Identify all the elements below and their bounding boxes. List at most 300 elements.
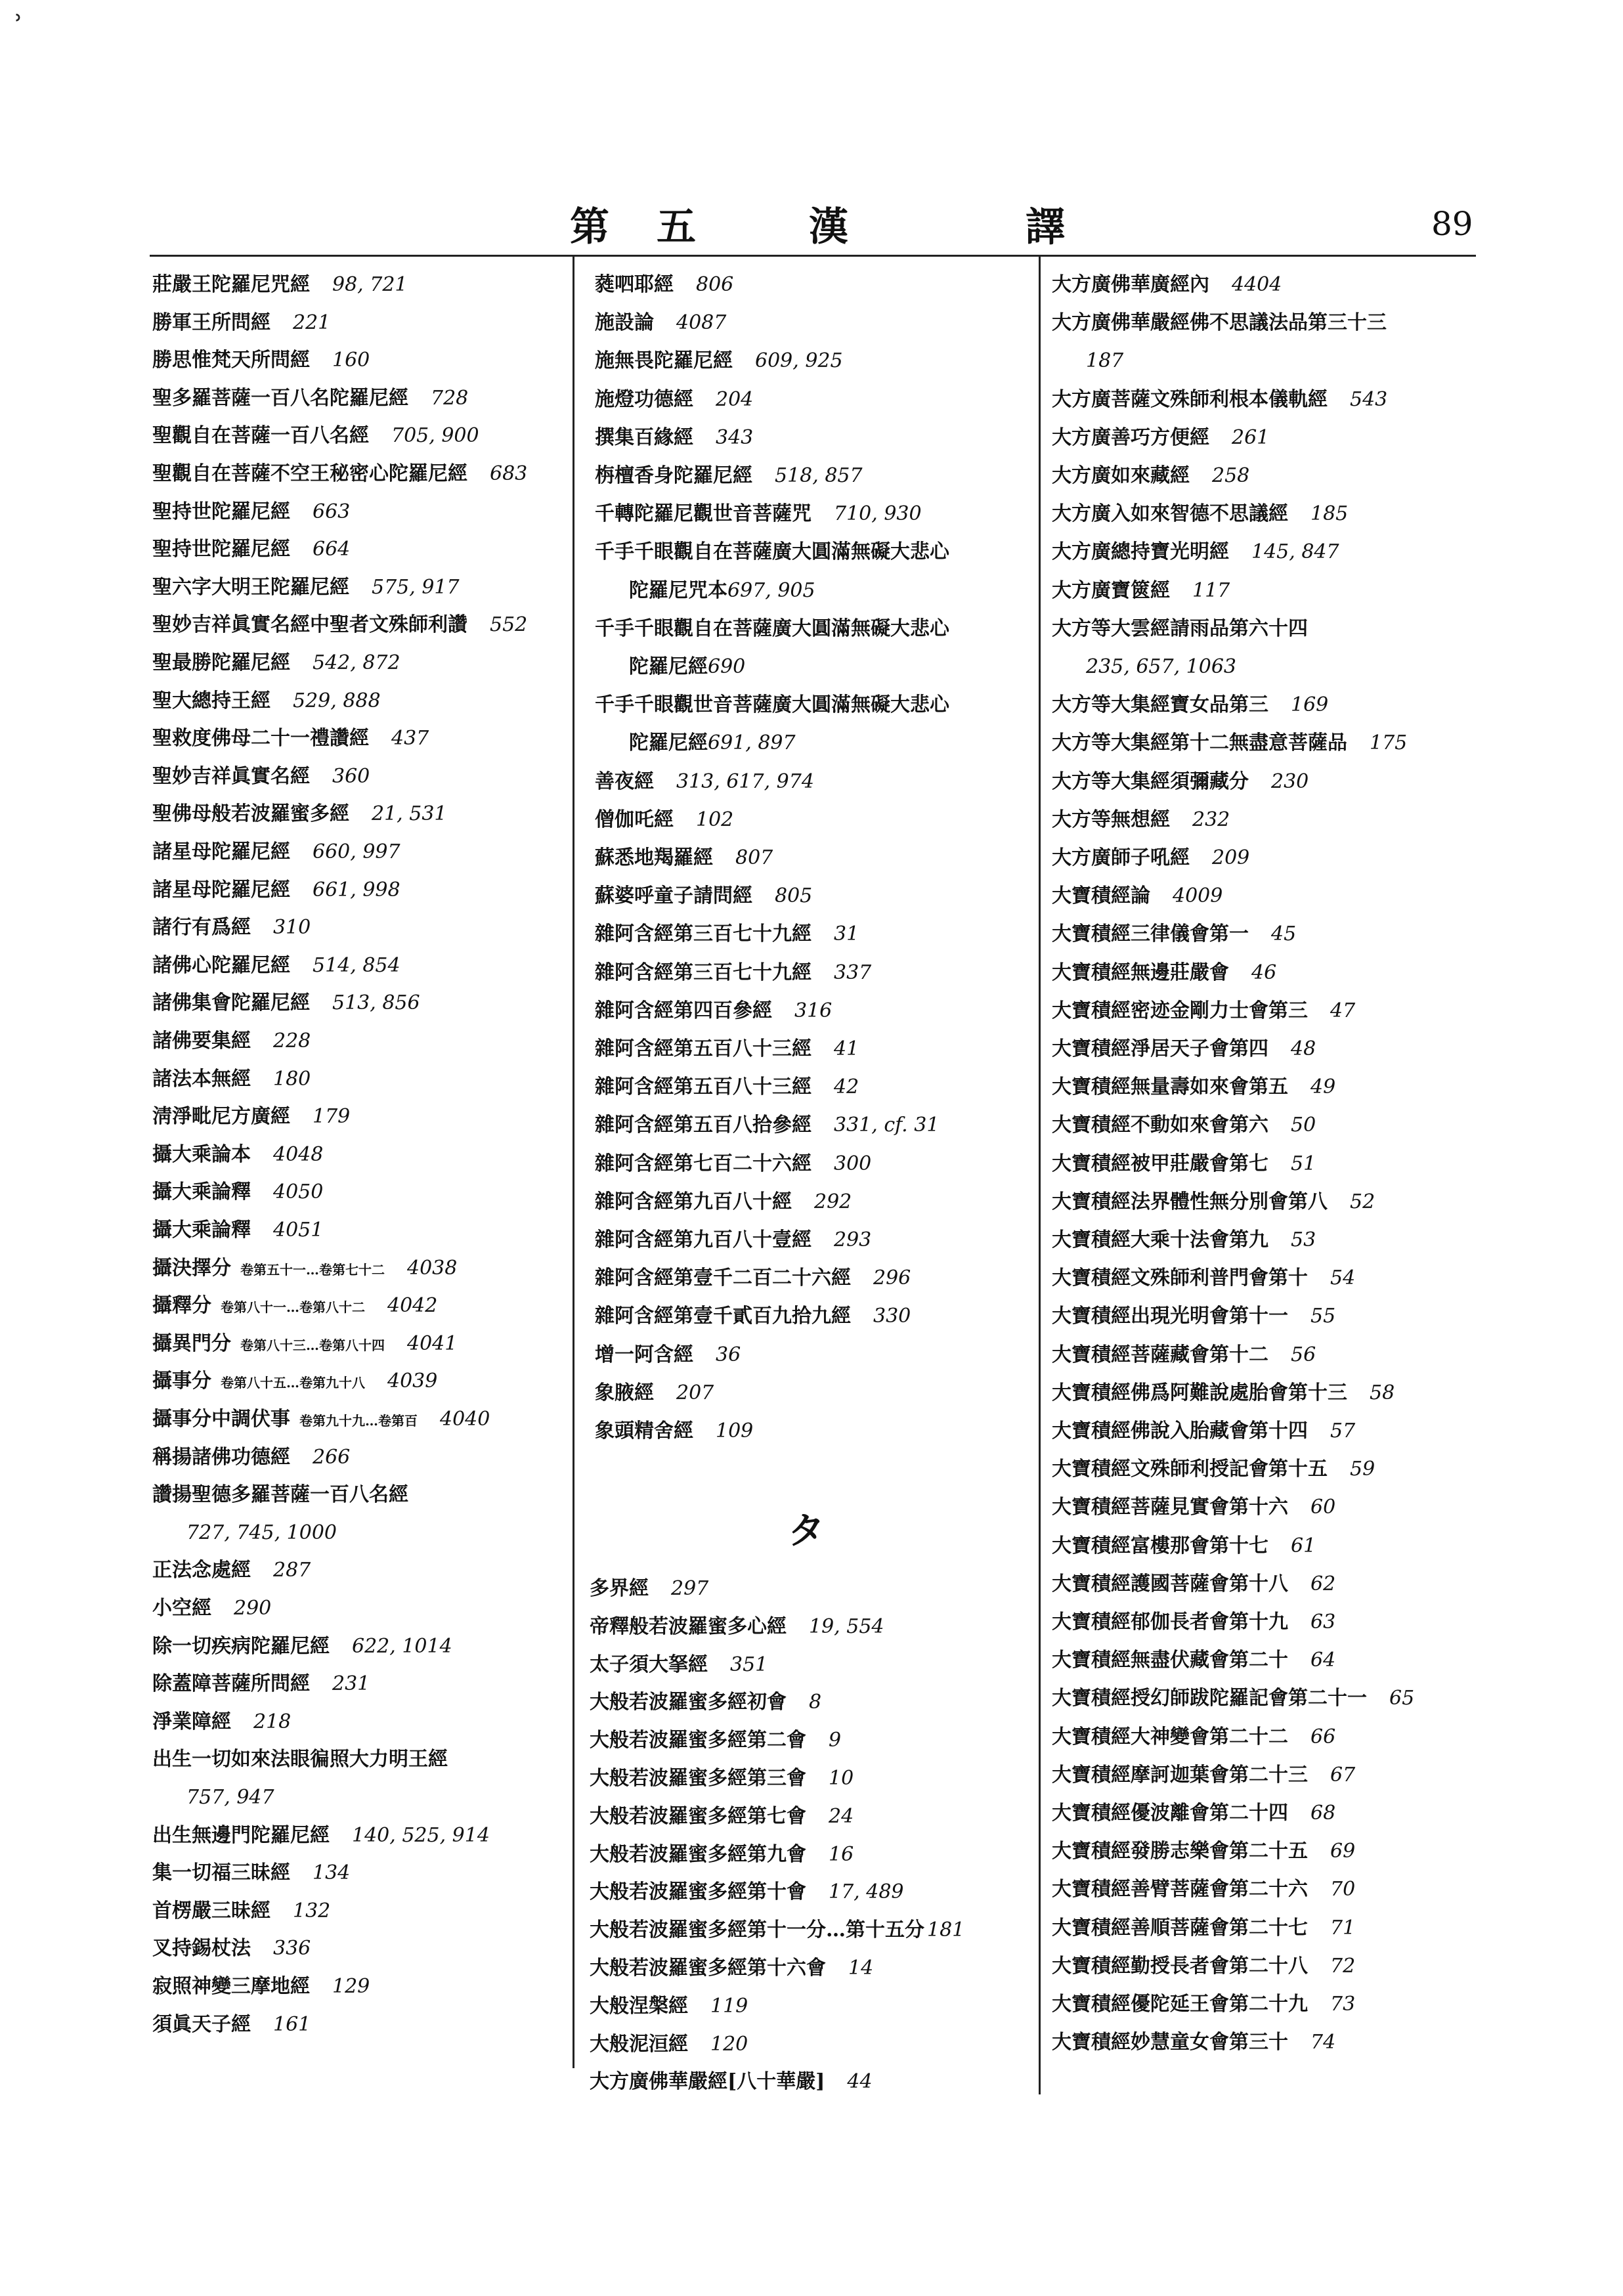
entry-title: 千轉陀羅尼觀世音菩薩咒: [595, 502, 812, 526]
page-header: [0, 0, 1623, 263]
entry-page-refs: 24: [829, 1804, 854, 1828]
entry-title: 施燈功德經: [595, 387, 693, 411]
entry-title: 攝異門分: [152, 1332, 231, 1355]
index-entry: [152, 573, 460, 602]
entry-title: 蘇婆呼童子請問經: [595, 884, 752, 908]
entry-page-refs: 552: [490, 613, 528, 637]
entry-title: 大寶積經論: [1052, 884, 1150, 908]
entry-page-refs: 68: [1310, 1802, 1336, 1825]
entry-page-refs: 145, 847: [1251, 540, 1339, 564]
index-entry: [152, 951, 400, 980]
index-entry: [595, 653, 745, 682]
index-entry: [152, 876, 400, 905]
index-entry: [152, 913, 311, 942]
entry-title: 大寶積經佛爲阿難說處胎會第十三: [1052, 1381, 1347, 1404]
entry-title: 陀羅尼經: [629, 731, 708, 755]
entry-page-refs: 514, 854: [313, 953, 400, 977]
entry-title: 大方廣總持寶光明經: [1052, 540, 1229, 564]
index-entry: [152, 1405, 490, 1434]
entry-title: 大方等無想經: [1052, 808, 1170, 831]
index-entry: [595, 729, 796, 758]
index-entry: [152, 1783, 274, 1812]
index-entry: [595, 1035, 859, 1064]
entry-title: 大般涅槃經: [590, 1994, 688, 2018]
entry-page-refs: 4404: [1232, 273, 1282, 296]
entry-page-refs: 513, 856: [332, 991, 420, 1015]
index-entry: [1052, 615, 1330, 643]
index-entry: [152, 460, 527, 488]
entry-title: 大寶積經三律儀會第一: [1052, 922, 1249, 946]
entry-title: 聖最勝陀羅尼經: [152, 651, 290, 674]
entry-page-refs: 806: [696, 273, 734, 296]
entry-title: 出生無邊門陀羅尼經: [152, 1823, 330, 1847]
index-entry: [152, 1708, 291, 1737]
index-entry: [1052, 1990, 1355, 2019]
entry-title: 大方廣佛華嚴經佛不思議法品第三十三: [1052, 311, 1387, 335]
entry-page-refs: 4009: [1173, 884, 1223, 908]
index-entry: [152, 384, 468, 413]
entry-page-refs: 160: [332, 349, 370, 372]
index-entry: [152, 1065, 311, 1094]
index-entry: [590, 2030, 748, 2059]
entry-title: 大寶積經發勝志樂會第二十五: [1052, 1840, 1308, 1863]
entry-title: 撰集百緣經: [595, 425, 693, 449]
entry-title: 大方等大集經須彌藏分: [1052, 769, 1249, 793]
index-entry: [1052, 1914, 1355, 1943]
entry-title: 大方等大集經第十二無盡意菩薩品: [1052, 731, 1347, 755]
entry-title: 除蓋障菩薩所問經: [152, 1672, 310, 1696]
index-entry: [595, 1302, 911, 1331]
entry-page-refs: 55: [1310, 1305, 1336, 1328]
index-entry: [152, 1254, 457, 1283]
index-entry: [595, 385, 753, 414]
entry-page-refs: 691, 897: [708, 731, 796, 755]
index-entry: [1052, 271, 1282, 299]
entry-page-refs: 235, 657, 1063: [1086, 655, 1237, 678]
entry-page-refs: 42: [834, 1075, 859, 1099]
index-entry: [1052, 423, 1269, 452]
entry-title: 大寶積經優波離會第二十四: [1052, 1802, 1288, 1825]
entry-page-refs: 161: [273, 2012, 311, 2036]
entry-page-refs: 609, 925: [755, 349, 843, 373]
entry-title: 雜阿含經第五百八十三經: [595, 1075, 812, 1099]
entry-page-refs: 209: [1212, 846, 1250, 869]
entry-title: 大般泥洹經: [590, 2032, 688, 2056]
entry-title: 雜阿含經第三百七十九經: [595, 961, 812, 984]
entry-page-refs: 19, 554: [809, 1614, 884, 1638]
index-entry: [1052, 959, 1276, 987]
corner-mark: ʾ: [14, 9, 24, 43]
index-entry: [152, 1897, 330, 1926]
entry-title: 首楞嚴三昧經: [152, 1899, 270, 1922]
entry-page-refs: 297: [671, 1577, 709, 1600]
index-entry: [152, 687, 381, 716]
index-entry: [152, 498, 350, 527]
entry-title: 勝思惟梵天所問經: [152, 349, 310, 372]
index-entry: [595, 347, 843, 376]
index-entry: [595, 768, 814, 796]
entry-page-refs: 14: [848, 1957, 874, 1980]
entry-page-refs: 16: [829, 1842, 854, 1866]
entry-title: 勝軍王所問經: [152, 311, 270, 334]
entry-page-refs: 71: [1330, 1916, 1356, 1939]
entry-page-refs: 109: [716, 1419, 754, 1442]
entry-title: 大寶積經無邊莊嚴會: [1052, 961, 1229, 984]
index-entry: [595, 806, 733, 834]
index-entry: [595, 959, 871, 987]
entry-title: 大寶積經出現光明會第十一: [1052, 1305, 1288, 1328]
index-entry: [152, 1330, 457, 1358]
entry-page-refs: 53: [1291, 1228, 1316, 1251]
entry-page-refs: 179: [313, 1105, 351, 1129]
column-divider-1: [573, 256, 574, 2068]
entry-page-refs: 290: [234, 1597, 272, 1620]
entry-title: 諸星母陀羅尼經: [152, 840, 290, 863]
entry-page-refs: 230: [1271, 769, 1309, 793]
entry-page-refs: 41: [834, 1037, 859, 1060]
index-entry: [1052, 1837, 1355, 1866]
entry-title: 須眞天子經: [152, 2012, 251, 2036]
index-entry: [595, 1111, 939, 1140]
entry-page-refs: 757, 947: [186, 1786, 274, 1809]
entry-title: 千手千眼觀自在菩薩廣大圓滿無礙大悲心: [595, 617, 949, 640]
index-entry: [1052, 768, 1309, 796]
index-entry: [1052, 1455, 1375, 1484]
entry-title: 攝決擇分: [152, 1256, 231, 1280]
header-rule: [150, 255, 1476, 257]
index-entry: [152, 1556, 311, 1585]
index-entry: [1052, 1111, 1316, 1140]
index-entry: [595, 1150, 871, 1179]
entry-page-refs: 49: [1310, 1075, 1336, 1099]
index-entry: [152, 1594, 271, 1623]
entry-page-refs: 98, 721: [332, 273, 408, 296]
index-entry: [152, 1027, 311, 1056]
entry-page-refs: 351: [730, 1653, 768, 1676]
entry-page-refs: 21, 531: [372, 802, 447, 826]
entry-page-refs: 169: [1291, 693, 1329, 717]
index-entry: [152, 1216, 323, 1245]
index-entry: [152, 1821, 490, 1850]
entry-title: 雜阿含經第四百參經: [595, 999, 772, 1022]
entry-title: 攝大乘論釋: [152, 1180, 251, 1204]
entry-page-refs: 437: [391, 727, 429, 750]
entry-title: 大寶積經摩訶迦葉會第二十三: [1052, 1763, 1308, 1787]
entry-title: 大般若波羅蜜多經第十六會: [590, 1957, 826, 1980]
entry-title: 大般若波羅蜜多經第九會: [590, 1842, 806, 1866]
entry-page-refs: 300: [834, 1152, 872, 1175]
entry-title: 稱揚諸佛功德經: [152, 1445, 290, 1469]
index-entry: [590, 1764, 854, 1793]
entry-page-refs: 134: [313, 1861, 351, 1885]
entry-page-refs: 50: [1291, 1114, 1316, 1137]
index-entry: [1052, 1035, 1316, 1064]
entry-page-refs: 10: [829, 1767, 854, 1790]
entry-title: 攝釋分: [152, 1294, 211, 1318]
entry-title: 雜阿含經第壹千貳百九拾九經: [595, 1305, 851, 1328]
entry-page-refs: 710, 930: [834, 502, 922, 526]
index-entry: [152, 611, 527, 639]
entry-title: 大寶積經富樓那會第十七: [1052, 1534, 1268, 1557]
index-entry: [595, 576, 815, 605]
index-entry: [1052, 1150, 1316, 1179]
entry-page-refs: 664: [313, 538, 351, 561]
entry-page-refs: 45: [1271, 922, 1297, 946]
entry-title: 多界經: [590, 1577, 649, 1600]
index-entry: [1052, 1188, 1375, 1217]
entry-title: 大寶積經文殊師利普門會第十: [1052, 1267, 1308, 1290]
index-entry: [1052, 1799, 1335, 1828]
entry-page-refs: 47: [1330, 999, 1356, 1022]
entry-title: 諸佛心陀羅尼經: [152, 953, 290, 977]
entry-page-refs: 4041: [407, 1332, 458, 1355]
entry-page-refs: 58: [1370, 1381, 1395, 1404]
entry-title: 出生一切如來法眼徧照大力明王經: [152, 1748, 448, 1771]
entry-page-refs: 258: [1212, 464, 1250, 487]
entry-title: 除一切疾病陀羅尼經: [152, 1634, 330, 1658]
entry-page-refs: 287: [273, 1559, 311, 1582]
index-entry: [152, 838, 400, 867]
entry-page-refs: 207: [676, 1381, 714, 1404]
entry-title: 雜阿含經第五百八十三經: [595, 1037, 812, 1060]
index-entry: [590, 1954, 873, 1983]
column-divider-2: [1039, 256, 1041, 2094]
index-entry: [1052, 1493, 1335, 1522]
entry-title: 集一切福三昧經: [152, 1861, 290, 1885]
entry-title: 聖妙吉祥眞實名經中聖者文殊師利讚: [152, 613, 467, 637]
index-entry: [595, 538, 972, 567]
index-entry: [1052, 1570, 1335, 1599]
index-entry: [1052, 538, 1339, 567]
index-entry: [590, 1613, 884, 1641]
header-char-2: 五: [657, 204, 696, 250]
entry-title: 大方廣佛華廣經內: [1052, 273, 1209, 296]
index-entry: [152, 762, 370, 791]
entry-page-refs: 683: [490, 462, 528, 485]
entry-title: 讚揚聖德多羅菩薩一百八名經: [152, 1483, 408, 1507]
index-entry: [590, 1574, 708, 1603]
index-entry: [1052, 347, 1123, 376]
index-entry: [1052, 1264, 1355, 1293]
index-entry: [1052, 309, 1409, 337]
entry-title: 大寶積經優陀延王會第二十九: [1052, 1993, 1308, 2016]
entry-page-refs: 518, 857: [775, 464, 863, 487]
index-entry: [595, 1341, 741, 1370]
index-entry: [152, 535, 350, 564]
index-entry: [152, 1519, 337, 1548]
index-entry: [152, 1859, 350, 1888]
index-entry: [595, 1226, 871, 1255]
entry-page-refs: 204: [716, 387, 754, 411]
entry-title: 大方廣寶篋經: [1052, 578, 1170, 602]
entry-page-refs: 266: [313, 1445, 351, 1469]
index-entry: [152, 1291, 437, 1320]
entry-page-refs: 117: [1192, 578, 1230, 602]
entry-title: 大寶積經密迹金剛力士會第三: [1052, 999, 1308, 1022]
entry-title: 大寶積經佛說入胎藏會第十四: [1052, 1419, 1308, 1442]
entry-page-refs: 218: [253, 1710, 292, 1733]
index-entry: [595, 1417, 753, 1446]
index-entry: [1052, 806, 1230, 834]
index-entry: [1052, 1723, 1335, 1752]
entry-title: 增一阿含經: [595, 1343, 693, 1366]
index-entry: [152, 2010, 311, 2039]
index-entry: [152, 1367, 437, 1396]
entry-page-refs: 73: [1330, 1993, 1356, 2016]
entry-page-refs: 65: [1389, 1687, 1415, 1710]
index-entry: [590, 1651, 768, 1679]
entry-title: 施無畏陀羅尼經: [595, 349, 733, 373]
index-entry: [595, 423, 753, 452]
entry-page-refs: 292: [814, 1190, 852, 1213]
entry-page-refs: 129: [332, 1975, 370, 1998]
entry-page-refs: 44: [847, 2070, 873, 2094]
index-entry: [1052, 1226, 1316, 1255]
index-entry: [152, 309, 330, 337]
index-entry: [1052, 1761, 1355, 1790]
index-entry: [1052, 1302, 1335, 1331]
entry-title: 大寶積經妙慧童女會第三十: [1052, 2031, 1288, 2054]
index-entry: [590, 1916, 964, 1945]
entry-page-refs: 4087: [676, 311, 727, 335]
header-char-4: 譯: [1026, 204, 1065, 250]
entry-page-refs: 8: [809, 1691, 822, 1714]
index-entry: [152, 1481, 431, 1509]
entry-title: 大寶積經護國菩薩會第十八: [1052, 1572, 1288, 1595]
index-entry: [595, 1073, 859, 1102]
index-entry: [1052, 997, 1355, 1026]
entry-title: 淨業障經: [152, 1710, 231, 1733]
entry-title: 莊嚴王陀羅尼咒經: [152, 273, 310, 296]
entry-page-refs: 181: [927, 1918, 965, 1942]
entry-title: 諸行有爲經: [152, 916, 251, 940]
entry-title: 正法念處經: [152, 1559, 251, 1582]
entry-title: 大寶積經大神變會第二十二: [1052, 1725, 1288, 1748]
entry-page-refs: 663: [313, 500, 351, 523]
entry-page-refs: 543: [1350, 387, 1388, 411]
entry-page-refs: 690: [708, 655, 746, 678]
entry-title: 大寶積經菩薩見實會第十六: [1052, 1496, 1288, 1519]
entry-page-refs: 69: [1330, 1840, 1356, 1863]
index-entry: [595, 1188, 852, 1217]
index-entry: [590, 1840, 854, 1869]
entry-page-refs: 175: [1370, 731, 1408, 755]
entry-page-refs: 661, 998: [313, 878, 400, 901]
entry-title: 攝大乘論釋: [152, 1219, 251, 1242]
entry-title: 陀羅尼經: [629, 655, 708, 678]
index-entry: [590, 2068, 873, 2096]
entry-title: 諸佛要集經: [152, 1029, 251, 1052]
entry-title: 大寶積經授幻師跋陀羅記會第二十一: [1052, 1687, 1367, 1710]
entry-page-refs: 337: [834, 961, 872, 984]
entry-title: 攝事分中調伏事: [152, 1408, 290, 1431]
entry-page-refs: 51: [1291, 1152, 1316, 1175]
entry-page-refs: 61: [1291, 1534, 1316, 1557]
index-entry: [595, 920, 859, 949]
entry-title: 諸星母陀羅尼經: [152, 878, 290, 901]
index-entry: [1052, 653, 1236, 682]
index-entry: [152, 649, 400, 678]
entry-page-refs: 310: [273, 916, 311, 940]
entry-title: 聖持世陀羅尼經: [152, 538, 290, 561]
entry-page-refs: 17, 489: [829, 1880, 904, 1904]
entry-title: 雜阿含經第九百八十壹經: [595, 1228, 812, 1251]
entry-title: 聖觀自在菩薩一百八名經: [152, 424, 369, 448]
entry-page-refs: 293: [834, 1228, 872, 1251]
entry-page-refs: 140, 525, 914: [352, 1823, 490, 1847]
entry-title: 小空經: [152, 1597, 211, 1620]
entry-title: 攝事分: [152, 1370, 211, 1393]
entry-title: 善夜經: [595, 769, 654, 793]
index-entry: [1052, 2028, 1335, 2057]
entry-title: 聖妙吉祥眞實名經: [152, 764, 310, 788]
entry-page-refs: 9: [829, 1729, 842, 1752]
entry-title: 聖六字大明王陀羅尼經: [152, 575, 349, 599]
entry-title: 大寶積經大乘十法會第九: [1052, 1228, 1268, 1251]
entry-title: 大寶積經淨居天子會第四: [1052, 1037, 1268, 1060]
entry-title: 聖多羅菩薩一百八名陀羅尼經: [152, 386, 408, 410]
index-entry: [1052, 1952, 1355, 1981]
entry-page-refs: 4039: [387, 1370, 438, 1393]
entry-title: 雜阿含經第五百八拾參經: [595, 1114, 812, 1137]
entry-page-refs: 228: [273, 1029, 311, 1052]
entry-title: 大方廣入如來智德不思議經: [1052, 502, 1288, 526]
entry-page-refs: 4048: [273, 1142, 324, 1166]
entry-page-refs: 330: [873, 1305, 911, 1328]
entry-page-refs: 807: [735, 846, 773, 869]
index-entry: [152, 989, 420, 1018]
entry-title: 大般若波羅蜜多經第十會: [590, 1880, 806, 1904]
entry-title: 雜阿含經第七百二十六經: [595, 1152, 812, 1175]
entry-title: 聖觀自在菩薩不空王秘密心陀羅尼經: [152, 462, 467, 485]
index-entry: [1052, 500, 1348, 529]
entry-title: 大方廣善巧方便經: [1052, 425, 1209, 449]
index-entry: [1052, 576, 1230, 605]
entry-page-refs: 102: [696, 808, 734, 831]
index-entry: [1052, 729, 1407, 758]
index-entry: [1052, 462, 1249, 490]
entry-page-refs: 56: [1291, 1343, 1316, 1366]
entry-page-refs: 57: [1330, 1419, 1356, 1442]
index-entry: [1052, 1875, 1355, 1904]
index-entry: [152, 422, 479, 450]
entry-title: 蘇悉地羯羅經: [595, 846, 713, 869]
index-entry: [152, 1102, 350, 1131]
entry-page-refs: 728: [431, 386, 469, 410]
entry-fascicle-range: 卷第八十三…卷第八十四: [240, 1337, 385, 1353]
entry-page-refs: 232: [1192, 808, 1230, 831]
entry-page-refs: 316: [794, 999, 833, 1022]
entry-title: 大寶積經文殊師利授記會第十五: [1052, 1458, 1328, 1481]
section-heading-ta: タ: [788, 1509, 825, 1553]
index-entry: [595, 1264, 911, 1293]
entry-title: 雜阿含經第壹千二百二十六經: [595, 1267, 851, 1290]
entry-fascicle-range: 卷第八十五…卷第九十八: [221, 1375, 365, 1391]
entry-page-refs: 231: [332, 1672, 370, 1696]
entry-title: 千手千眼觀世音菩薩廣大圓滿無礙大悲心: [595, 693, 949, 717]
entry-title: 陀羅尼咒本: [629, 578, 727, 602]
entry-page-refs: 72: [1330, 1954, 1356, 1978]
entry-title: 聖救度佛母二十一禮讚經: [152, 727, 369, 750]
index-entry: [1052, 1417, 1355, 1446]
entry-page-refs: 360: [332, 764, 370, 788]
index-entry: [152, 1632, 452, 1661]
entry-title: 淸淨毗尼方廣經: [152, 1105, 290, 1129]
entry-title: 象腋經: [595, 1381, 654, 1404]
index-entry: [1052, 1379, 1395, 1408]
entry-title: 大寶積經菩薩藏會第十二: [1052, 1343, 1268, 1366]
entry-fascicle-range: 卷第五十一…卷第七十二: [240, 1261, 385, 1278]
